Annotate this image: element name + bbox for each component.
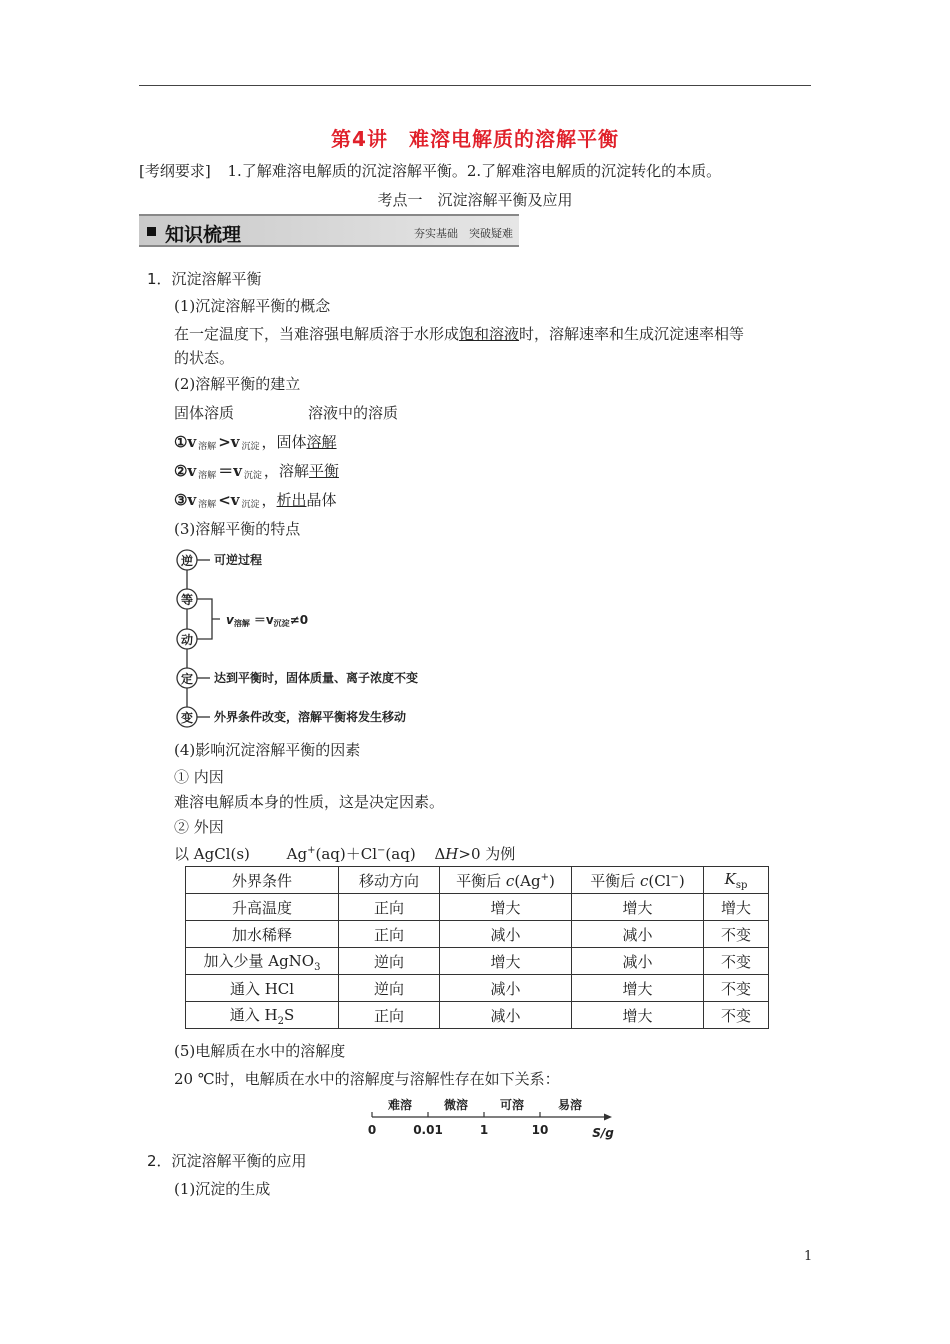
th-sp: sp: [735, 879, 748, 891]
scale-label: 难溶: [387, 1098, 413, 1112]
solubility-scale: [360, 1094, 630, 1144]
table-header: [440, 867, 572, 894]
cell-text: S: [283, 1005, 295, 1024]
para-1-5: (5)电解质在水中的溶解度: [174, 1042, 346, 1060]
eq-delta: Δ: [434, 845, 446, 863]
th-c: c: [639, 871, 649, 890]
para-1-3: (3)溶解平衡的特点: [174, 520, 301, 538]
condition-3-mark: ③v: [174, 491, 197, 509]
scale-tick-label: 0.01: [413, 1123, 443, 1137]
diagram-text-2: [226, 613, 308, 628]
header-rule: [139, 85, 811, 86]
definition-answer: 饱和溶液: [459, 325, 520, 343]
para-1-4: (4)影响沉淀溶解平衡的因素: [174, 741, 361, 759]
para-2-1: (1)沉淀的生成: [174, 1180, 271, 1198]
table-cell: 增大: [440, 894, 572, 921]
node-reverse: [177, 550, 197, 570]
para-1-1: (1)沉淀溶解平衡的概念: [174, 297, 331, 315]
table-cell: 不变: [704, 1002, 769, 1029]
eq-aq: (aq): [385, 845, 416, 863]
bracket: [197, 599, 220, 639]
table-cell: 逆向: [339, 975, 440, 1002]
condition-1-mid: ，固体: [261, 433, 307, 451]
eq-ag: Ag: [286, 845, 308, 863]
table-cell: 逆向: [339, 948, 440, 975]
definition-text-a: 在一定温度下，当难溶强电解质溶于水形成: [174, 325, 460, 343]
th-text: 平衡后: [456, 871, 506, 890]
sub-precipitate: 沉淀: [241, 500, 260, 510]
eq-symbol: ＝v: [253, 613, 274, 627]
characteristics-diagram: [170, 545, 470, 735]
scale-tick-label: 1: [479, 1123, 489, 1137]
square-bullet-icon: [147, 227, 156, 236]
condition-2-answer: 平衡: [308, 462, 339, 480]
table-cell: [186, 1002, 339, 1029]
condition-1: [174, 431, 337, 452]
cell-sub: 2: [277, 1015, 284, 1027]
node-dynamic-label: 动: [180, 633, 194, 647]
th-ion: (Ag: [514, 871, 541, 890]
knowledge-banner: [139, 214, 519, 247]
condition-2-op: ＝v: [218, 462, 242, 480]
table-cell: 增大: [572, 975, 704, 1002]
sub-dissolve: 溶解: [198, 471, 217, 481]
internal-factor-heading: ① 内因: [174, 768, 224, 786]
heading-1: 1．沉淀溶解平衡: [147, 270, 262, 288]
definition-text-b: 时，溶解速率和生成沉淀速率相等: [519, 325, 745, 343]
th-k: K: [724, 869, 736, 888]
node-equal: [177, 589, 197, 609]
condition-2: [174, 460, 339, 481]
condition-3: [174, 489, 337, 510]
table-header: 外界条件: [186, 867, 339, 894]
scale-label: 可溶: [499, 1098, 525, 1112]
external-factor-heading: ② 外因: [174, 818, 224, 836]
th-charge: +: [540, 871, 549, 883]
table-cell: 通入 HCl: [186, 975, 339, 1002]
table-row: [186, 921, 769, 948]
condition-2-mid: ，溶解: [263, 462, 309, 480]
table-cell: 升高温度: [186, 894, 339, 921]
th-paren: ): [549, 871, 555, 890]
table-cell: 减小: [572, 921, 704, 948]
table-row: [186, 894, 769, 921]
cell-sub: 3: [314, 961, 321, 973]
diagram-text-4: 外界条件改变，溶解平衡将发生移动: [214, 710, 407, 724]
sub-dissolve: 溶解: [198, 500, 217, 510]
table-row: [186, 1002, 769, 1029]
node-dynamic: [177, 629, 197, 649]
condition-2-mark: ②v: [174, 462, 197, 480]
banner-subtitle: 夯实基础 突破疑难: [414, 227, 513, 240]
scale-tick-label: 10: [531, 1123, 549, 1137]
table-cell: 减小: [440, 1002, 572, 1029]
condition-3-answer: 析出: [276, 491, 307, 509]
eq-condition: >0 为例: [458, 845, 516, 863]
exam-requirements-tag: [考纲要求]: [139, 162, 211, 180]
solid-solute-label: 固体溶质: [174, 404, 235, 422]
v-symbol: v: [226, 613, 234, 627]
th-charge: −: [670, 871, 679, 883]
arrow-right-icon: [604, 1114, 612, 1121]
th-text: 平衡后: [590, 871, 640, 890]
diagram-text-1: 可逆过程: [214, 553, 263, 567]
eq-reactant: 以 AgCl(s): [174, 845, 250, 863]
table-cell: 减小: [572, 948, 704, 975]
table-cell: [186, 948, 339, 975]
table-row: [186, 975, 769, 1002]
eq-minus-charge: −: [377, 845, 386, 856]
table-row: [186, 948, 769, 975]
banner-label: 知识梳理: [165, 224, 242, 246]
table-cell: 增大: [704, 894, 769, 921]
table-cell: 不变: [704, 921, 769, 948]
th-paren: ): [678, 871, 685, 890]
table-cell: 增大: [572, 1002, 704, 1029]
node-change: [177, 707, 197, 727]
exam-requirements: [139, 160, 721, 181]
sub-dissolve: 溶解: [233, 619, 250, 628]
cell-text: 加入少量 AgNO: [203, 951, 315, 970]
sub-precipitate: 沉淀: [243, 471, 262, 481]
solubility-text: 20 ℃时，电解质在水中的溶解度与溶解性存在如下关系：: [174, 1070, 560, 1088]
table-cell: 正向: [339, 1002, 440, 1029]
table-header: [572, 867, 704, 894]
sub-precipitate: 沉淀: [241, 442, 260, 452]
condition-3-end: 晶体: [306, 491, 337, 509]
table-cell: 正向: [339, 921, 440, 948]
table-header: 移动方向: [339, 867, 440, 894]
node-fixed: [177, 668, 197, 688]
condition-1-mark: ①v: [174, 433, 197, 451]
table-cell: 加水稀释: [186, 921, 339, 948]
internal-factor-text: 难溶电解质本身的性质，这是决定因素。: [174, 793, 445, 811]
definition-line-2: 的状态。: [174, 349, 235, 367]
example-equation: [174, 843, 515, 864]
eq-h: H: [445, 845, 459, 863]
node-equal-label: 等: [180, 593, 194, 607]
table-cell: 减小: [440, 975, 572, 1002]
para-1-2: (2)溶解平衡的建立: [174, 375, 301, 393]
table-cell: 不变: [704, 948, 769, 975]
scale-label: 易溶: [557, 1098, 583, 1112]
table-header: [704, 867, 769, 894]
scale-tick-label: 0: [367, 1123, 377, 1137]
factors-table: [185, 866, 769, 1029]
scale-label: 微溶: [443, 1098, 469, 1112]
ne-zero: ≠0: [289, 613, 309, 627]
table-cell: 增大: [572, 894, 704, 921]
scale-axis-label: S/g: [592, 1126, 614, 1140]
node-change-label: 变: [180, 711, 194, 725]
table-cell: 增大: [440, 948, 572, 975]
condition-1-answer: 溶解: [306, 433, 337, 451]
condition-3-op: <v: [218, 491, 240, 509]
definition-line-1: [174, 323, 744, 344]
sub-dissolve: 溶解: [198, 442, 217, 452]
th-c: c: [505, 871, 515, 890]
eq-plus-charge: +: [307, 845, 316, 856]
eq-cl: (aq)＋Cl: [315, 845, 378, 863]
condition-3-mid: ，: [261, 491, 277, 509]
node-fixed-label: 定: [180, 672, 194, 686]
node-reverse-label: 逆: [180, 554, 194, 568]
table-cell: 正向: [339, 894, 440, 921]
dissolved-solute-label: 溶液中的溶质: [308, 404, 399, 422]
condition-1-op: >v: [218, 433, 240, 451]
table-cell: 不变: [704, 975, 769, 1002]
scale-ticks: [372, 1112, 540, 1117]
table-header-row: [186, 867, 769, 894]
diagram-text-3: 达到平衡时，固体质量、离子浓度不变: [214, 671, 419, 685]
table-cell: 减小: [440, 921, 572, 948]
exam-requirements-text: 1.了解难溶电解质的沉淀溶解平衡。2.了解难溶电解质的沉淀转化的本质。: [227, 162, 722, 180]
section-title: 考点一 沉淀溶解平衡及应用: [377, 191, 573, 209]
th-ion: (Cl: [648, 871, 671, 890]
heading-2: 2．沉淀溶解平衡的应用: [147, 1152, 307, 1170]
page-number: 1: [804, 1249, 813, 1264]
cell-text: 通入 H: [229, 1005, 278, 1024]
sub-precipitate: 沉淀: [273, 619, 290, 628]
page-title: 第4讲 难溶电解质的溶解平衡: [331, 127, 619, 151]
